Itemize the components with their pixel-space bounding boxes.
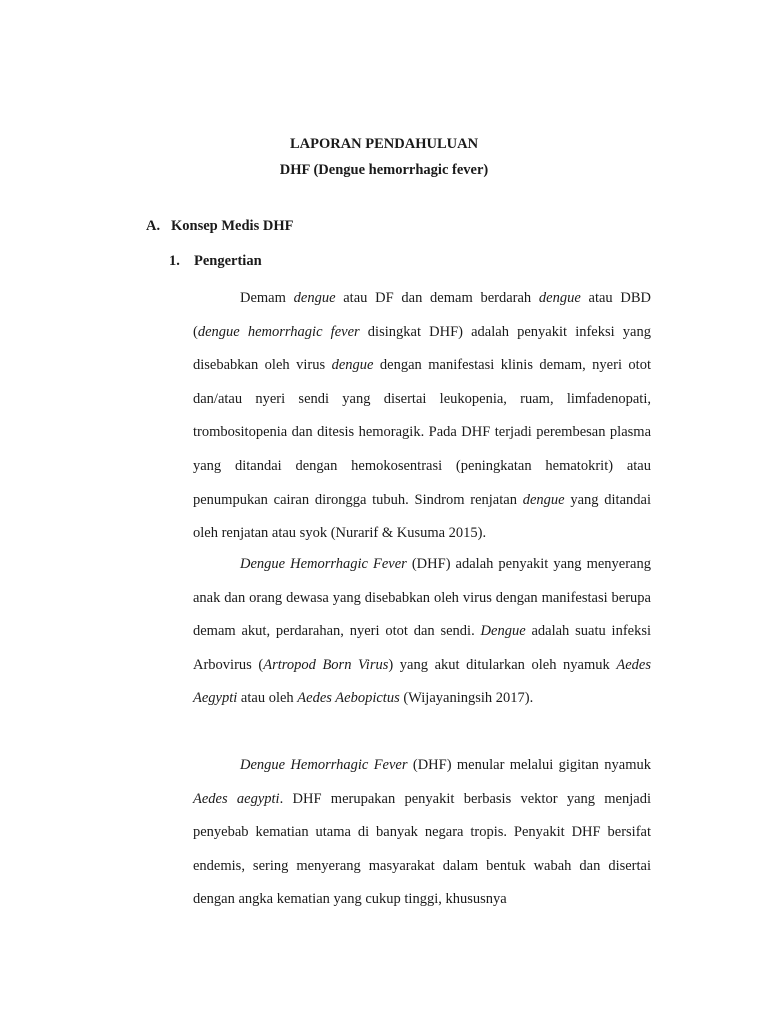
text-run: yang ditandai oleh renjatan atau syok (Nurarif & Kusuma 2015). — [193, 491, 651, 542]
italic-run: dengue — [522, 491, 565, 508]
text-run: atau DF dan demam berdarah — [335, 290, 539, 306]
italic-run: Dengue Hemorrhagic Fever — [240, 556, 407, 572]
italic-run: dengue hemorrhagic fever — [197, 323, 360, 340]
italic-run: Aedes Aegypti — [193, 656, 651, 707]
italic-run: Aedes Aebopictus — [297, 690, 400, 707]
subsection-number: 1. — [169, 253, 180, 269]
text-run: . DHF merupakan penyakit berbasis vektor yang menjadi penyebab kematian utama di banyak negara tropis. Penyakit DHF bersifat endemis, sering menyerang masyarakat dalam bentuk wabah dan disertai dengan angka kematian yang cukup tinggi, khususnya — [193, 790, 651, 908]
paragraph-text — [193, 749, 651, 917]
paragraph-3 — [193, 749, 651, 917]
subsection-heading — [169, 253, 262, 270]
text-run: ) yang akut ditularkan oleh nyamuk — [388, 656, 617, 673]
text-run: dengan manifestasi klinis demam, nyeri otot dan/atau nyeri sendi yang disertai leukopenia, ruam, limfadenopati, trombositopenia dan ditesis hemoragik. Pada DHF terjadi perembesan plasma yang ditandai dengan hemokosentrasi (peningkatan hematokrit) atau penumpukan cairan dirongga tubuh. Sindrom renjatan — [193, 357, 651, 508]
document-title: LAPORAN PENDAHULUAN — [289, 136, 479, 152]
italic-run: dengue — [293, 290, 336, 306]
text-run: atau DBD ( — [193, 290, 652, 340]
text-run: disingkat DHF) adalah penyakit infeksi yang disebabkan oleh virus — [193, 323, 651, 374]
text-run: (DHF) adalah penyakit yang menyerang anak dan orang dewasa yang disebabkan oleh virus dengan manifestasi berupa demam akut, perdarahan, nyeri otot dan sendi. — [193, 556, 651, 640]
document-subtitle: DHF (Dengue hemorrhagic fever) — [279, 162, 489, 178]
section-number: A. — [146, 218, 161, 234]
paragraph-1 — [193, 282, 651, 551]
subsection-label: Pengertian — [194, 253, 262, 269]
section-label: Konsep Medis DHF — [171, 218, 294, 234]
paragraph-2 — [193, 548, 651, 716]
italic-run: dengue — [331, 357, 374, 374]
italic-run: Dengue — [480, 623, 526, 640]
text-run: (DHF) menular melalui gigitan nyamuk — [407, 757, 651, 773]
text-run: atau oleh — [237, 690, 298, 707]
section-heading — [146, 218, 293, 235]
text-run: adalah suatu infeksi Arbovirus ( — [193, 623, 651, 673]
italic-run: dengue — [538, 290, 581, 306]
paragraph-text — [193, 282, 651, 551]
italic-run: Artropod Born Virus — [263, 656, 389, 673]
italic-run: Aedes aegypti — [193, 790, 280, 807]
text-run: (Wijayaningsih 2017). — [399, 690, 534, 707]
italic-run: Dengue Hemorrhagic Fever — [240, 757, 408, 773]
text-run: Demam — [240, 290, 294, 306]
paragraph-text — [193, 548, 651, 716]
